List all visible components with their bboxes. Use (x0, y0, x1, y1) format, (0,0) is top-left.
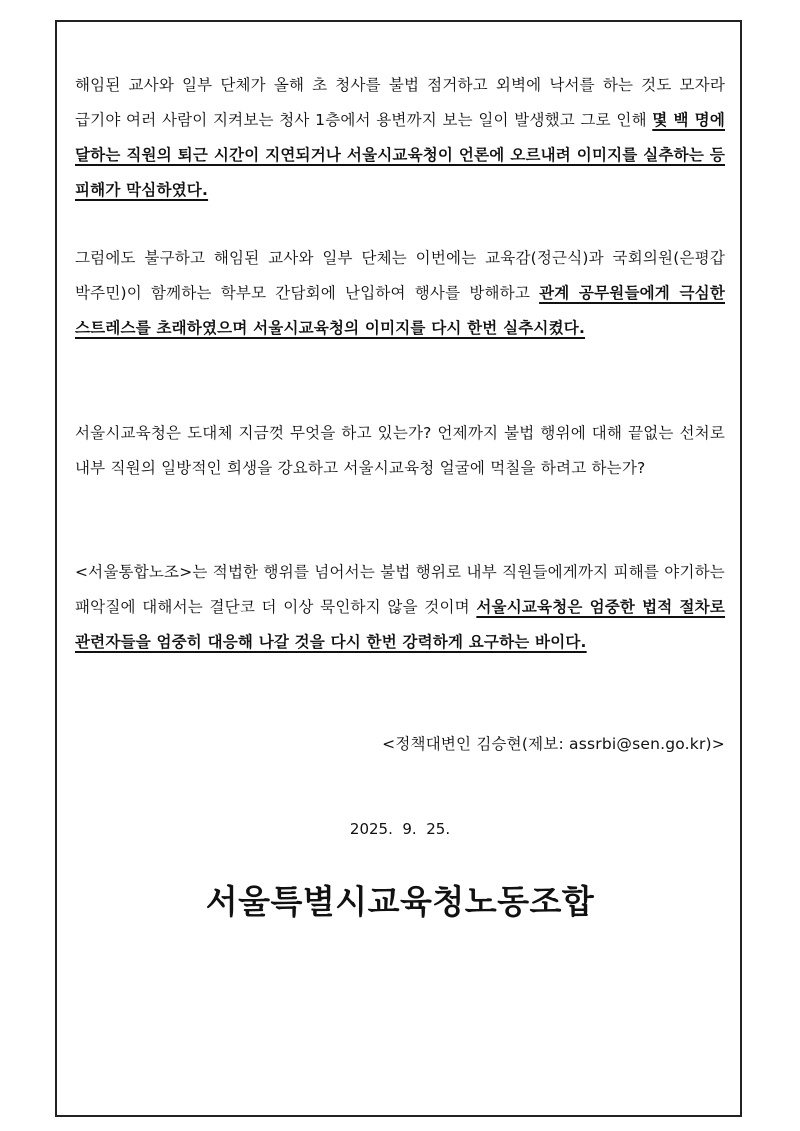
paragraph-4-emphasis: 서울시교육청은 엄중한 법적 절차로 관련자들을 엄중히 대응해 나갈 것을 다시 한번 강력하게 요구하는 바이다. (75, 598, 726, 651)
paragraph-1-emphasis: 몇 백 명에 달하는 직원의 퇴근 시간이 지연되거나 서울시교육청이 언론에 오르내려 이미지를 실추하는 등 피해가 막심하였다. (75, 111, 725, 199)
union-name-title: 서울특별시교육청노동조합 (205, 882, 595, 921)
paragraph-2 (75, 241, 725, 346)
paragraph-2-text: 그럼에도 불구하고 해임된 교사와 일부 단체는 이번에는 교육감(정근식)과 국회의원(은평갑 박주민)이 함께하는 학부모 간담회에 난입하여 행사를 방해하고 (75, 249, 725, 302)
paragraph-2-emphasis: 관계 공무원들에게 극심한 스트레스를 초래하였으며 서울시교육청의 이미지를 다시 한번 실추시켰다. (75, 284, 725, 337)
paragraph-4-text: <서울통합노조>는 적법한 행위를 넘어서는 불법 행위로 내부 직원들에게까지 피해를 야기하는 패악질에 대해서는 결단코 더 이상 묵인하지 않을 것이며 (75, 563, 725, 616)
paragraph-1-text: 해임된 교사와 일부 단체가 올해 초 청사를 불법 점거하고 외벽에 낙서를 하는 것도 모자라 급기야 여러 사람이 지켜보는 청사 1층에서 용변까지 보는 일이 발생했고 그로 인해 (75, 76, 725, 129)
paragraph-4 (75, 555, 725, 660)
paragraph-1 (75, 68, 725, 208)
issue-date: 2025. 9. 25. (349, 820, 451, 838)
paragraph-3 (75, 416, 725, 486)
paragraph-3-text: 서울시교육청은 도대체 지금껏 무엇을 하고 있는가? 언제까지 불법 행위에 대해 끝없는 선처로 내부 직원의 일방적인 희생을 강요하고 서울시교육청 얼굴에 먹칠을 하려고 하는가? (75, 424, 725, 477)
spokesperson-signature: <정책대변인 김승현(제보: assrbi@sen.go.kr)> (382, 735, 725, 753)
